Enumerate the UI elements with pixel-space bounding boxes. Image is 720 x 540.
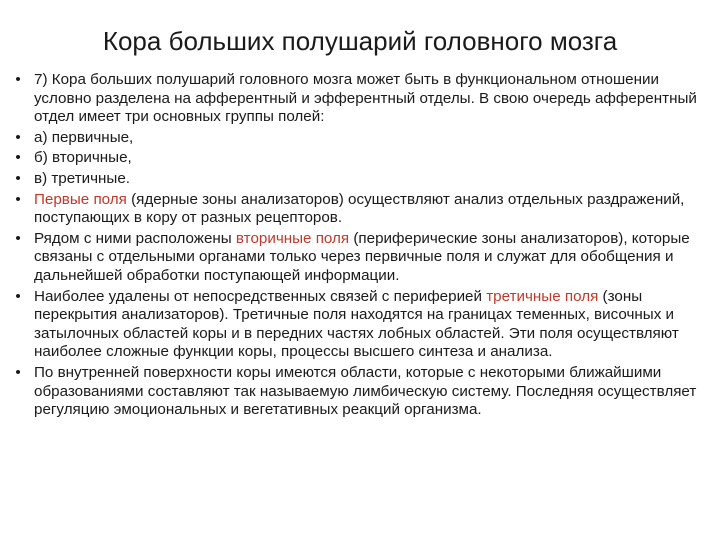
highlighted-term: вторичные поля [235, 229, 350, 247]
bullet-item [12, 149, 712, 168]
bullet-item [12, 288, 712, 362]
bullet-icon: • [15, 149, 21, 167]
bullet-text: б) вторичные, [34, 149, 132, 167]
bullet-icon: • [15, 287, 21, 305]
bullet-text: Наиболее удалены от непосредственных связей с периферией [34, 287, 487, 305]
bullet-item [12, 170, 712, 189]
slide-title: Кора больших полушарий головного мозга [102, 26, 618, 56]
highlighted-term: третичные поля [486, 287, 599, 305]
bullet-item [12, 230, 712, 286]
bullet-text: (зоны перекрытия анализаторов). Третичные поля находятся на границах теменных, височных и затылочных областей коры и в передних частях лобных областей. Эти поля осуществляют наиболее сложные функции коры, процессы высшего синтеза и анализа. [34, 287, 679, 361]
bullet-icon: • [15, 169, 21, 187]
bullet-text: (периферические зоны анализаторов), которые связаны с отдельными органами только через первичные поля и служат для обобщения и дальнейшей обработки поступающей информации. [34, 229, 690, 284]
highlighted-term: Первые поля [34, 190, 127, 208]
bullet-item [12, 364, 712, 420]
bullet-icon: • [15, 128, 21, 146]
bullet-icon: • [15, 71, 21, 88]
bullet-text: 7) Кора больших полушарий головного мозга может быть в функциональном отношении условно разделена на афферентный и эфферентный отделы. В свою очередь афферентный отдел имеет три основных группы полей: [34, 71, 697, 126]
bullet-icon: • [15, 363, 21, 381]
bullet-text: Рядом с ними расположены [34, 229, 236, 247]
bullet-item [12, 129, 712, 148]
bullet-item [12, 71, 712, 127]
bullet-text: (ядерные зоны анализаторов) осуществляют анализ отдельных раздражений, поступающих в кору от разных рецепторов. [34, 190, 685, 227]
bullet-text: По внутренней поверхности коры имеются области, которые с некоторыми ближайшими образованиями составляют так называемую лимбическую систему. Последняя осуществляет регуляцию эмоциональных и вегетативных реакций организма. [34, 363, 697, 419]
bullet-icon: • [15, 229, 21, 247]
bullet-text: а) первичные, [34, 128, 134, 146]
bullet-icon: • [15, 190, 21, 208]
bullet-list [12, 71, 712, 422]
bullet-item [12, 191, 712, 228]
bullet-text: в) третичные. [34, 169, 131, 187]
